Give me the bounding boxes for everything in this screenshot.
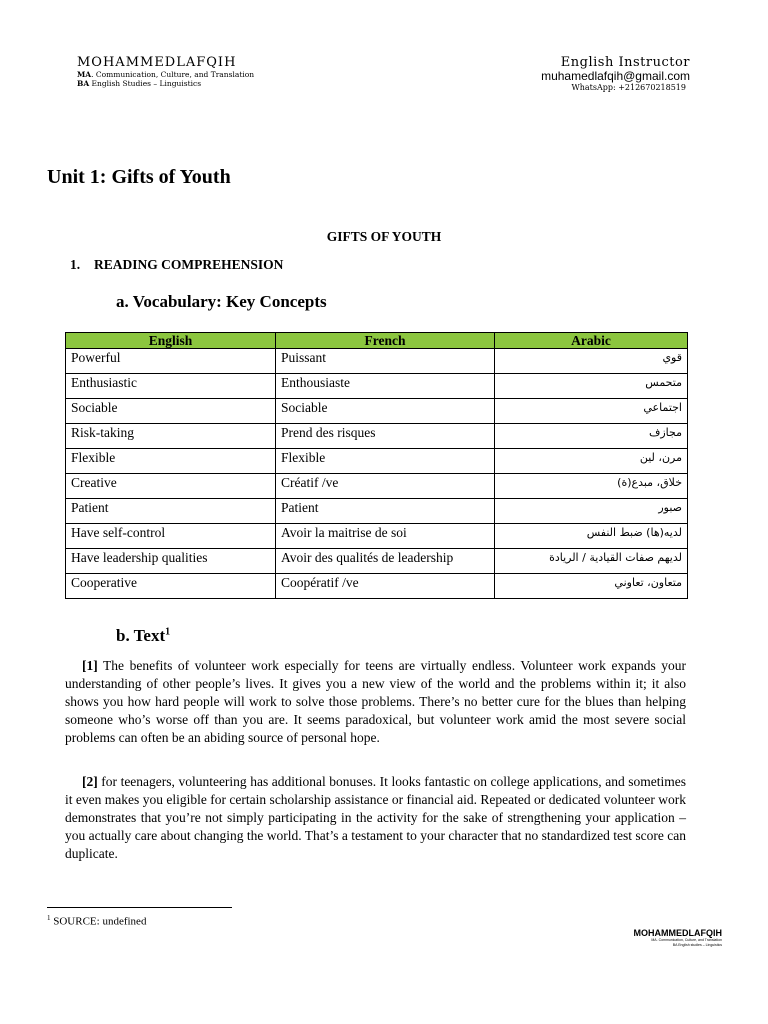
author-email[interactable]: muhamedlafqih@gmail.com <box>541 69 690 83</box>
cell-english: Have leadership qualities <box>66 549 276 574</box>
vocab-table <box>65 332 688 599</box>
table-row <box>66 524 688 549</box>
column-header-english: English <box>66 333 276 349</box>
cell-french: Créatif /ve <box>276 474 495 499</box>
cell-arabic: لديهم صفات القيادية / الريادة <box>495 549 688 574</box>
cell-french: Flexible <box>276 449 495 474</box>
cell-french: Avoir des qualités de leadership <box>276 549 495 574</box>
section-heading: 1. READING COMPREHENSION <box>70 257 284 272</box>
cell-english: Sociable <box>66 399 276 424</box>
author-title: English Instructor <box>560 55 690 70</box>
table-row <box>66 574 688 599</box>
cell-arabic: قوي <box>495 349 688 374</box>
paragraph-text: for teenagers, volunteering has additional bonuses. It looks fantastic on college applications, and sometimes it even makes you eligible for certain scholarship assistance or financial aid. Repeated or dedicated volunteer work demonstrates that you’re not simply participating in the activity for the sake of strengthening your application –you actually care about changing the world. That’s a testament to your character that no standardized test score can duplicate. <box>65 774 686 861</box>
author-name: MOHAMMEDLAFQIH <box>77 55 237 70</box>
author-whatsapp: WhatsApp: +212670218519 <box>571 83 686 92</box>
table-header-row <box>66 333 688 349</box>
cell-french: Sociable <box>276 399 495 424</box>
paragraph <box>65 657 686 747</box>
cell-english: Have self-control <box>66 524 276 549</box>
cell-arabic: اجتماعي <box>495 399 688 424</box>
cell-english: Patient <box>66 499 276 524</box>
cell-french: Avoir la maitrise de soi <box>276 524 495 549</box>
footer-degree-ma: MA. Communication, Culture, and Translation <box>651 938 722 942</box>
table-row <box>66 399 688 424</box>
column-header-french: French <box>276 333 495 349</box>
cell-french: Prend des risques <box>276 424 495 449</box>
paragraph-number: [2] <box>82 774 98 789</box>
table-row <box>66 474 688 499</box>
cell-english: Flexible <box>66 449 276 474</box>
footer-name: MOHAMMEDLAFQIH <box>633 928 722 938</box>
paragraph-number: [1] <box>82 658 98 673</box>
cell-arabic: صبور <box>495 499 688 524</box>
degree-ba: BA English Studies – Linguistics <box>77 79 202 88</box>
cell-french: Puissant <box>276 349 495 374</box>
footer <box>634 928 723 948</box>
header-left <box>77 55 254 88</box>
cell-english: Creative <box>66 474 276 499</box>
cell-arabic: متعاون، تعاوني <box>495 574 688 599</box>
text-heading: b. Text$^1$ <box>116 626 171 645</box>
cell-french: Enthousiaste <box>276 374 495 399</box>
footnote-ref[interactable]: 1 <box>165 626 171 638</box>
cell-english: Powerful <box>66 349 276 374</box>
document-title: GIFTS OF YOUTH <box>326 229 442 244</box>
cell-french: Coopératif /ve <box>276 574 495 599</box>
footnote-divider <box>47 907 232 908</box>
column-header-arabic: Arabic <box>495 333 688 349</box>
header-right <box>541 55 690 93</box>
table-row <box>66 374 688 399</box>
cell-arabic: خلاق، مبدع(ة) <box>495 474 688 499</box>
table-row <box>66 424 688 449</box>
cell-english: Cooperative <box>66 574 276 599</box>
cell-arabic: لديه(ها) ضبط النفس <box>495 524 688 549</box>
table-row <box>66 549 688 574</box>
cell-french: Patient <box>276 499 495 524</box>
cell-arabic: متحمس <box>495 374 688 399</box>
table-row <box>66 499 688 524</box>
degree-ma: MA. Communication, Culture, and Translation <box>77 70 255 79</box>
cell-english: Risk-taking <box>66 424 276 449</box>
unit-title: Unit 1: Gifts of Youth <box>47 166 231 188</box>
cell-english: Enthusiastic <box>66 374 276 399</box>
vocab-heading: a. Vocabulary: Key Concepts <box>116 292 327 311</box>
paragraph-text: The benefits of volunteer work especially for teens are virtually endless. Volunteer work expands your understanding of other people’s lives. It gives you a new view of the world and the problems within it; it also shows you how hard people will work to solve those problems. There’s no better cure for the blues than helping someone who’s worse off than you are. It seems paradoxical, but volunteer work amid the most severe social problems can often be an abiding source of personal hope. <box>65 658 686 745</box>
footnote: $^1$ SOURCE: undefined <box>47 914 147 928</box>
footer-degree-ba: BA English studies – Linguistics <box>672 943 722 947</box>
table-row <box>66 449 688 474</box>
table-row <box>66 349 688 374</box>
cell-arabic: مجازف <box>495 424 688 449</box>
cell-arabic: مرن، لين <box>495 449 688 474</box>
paragraph <box>65 773 686 863</box>
